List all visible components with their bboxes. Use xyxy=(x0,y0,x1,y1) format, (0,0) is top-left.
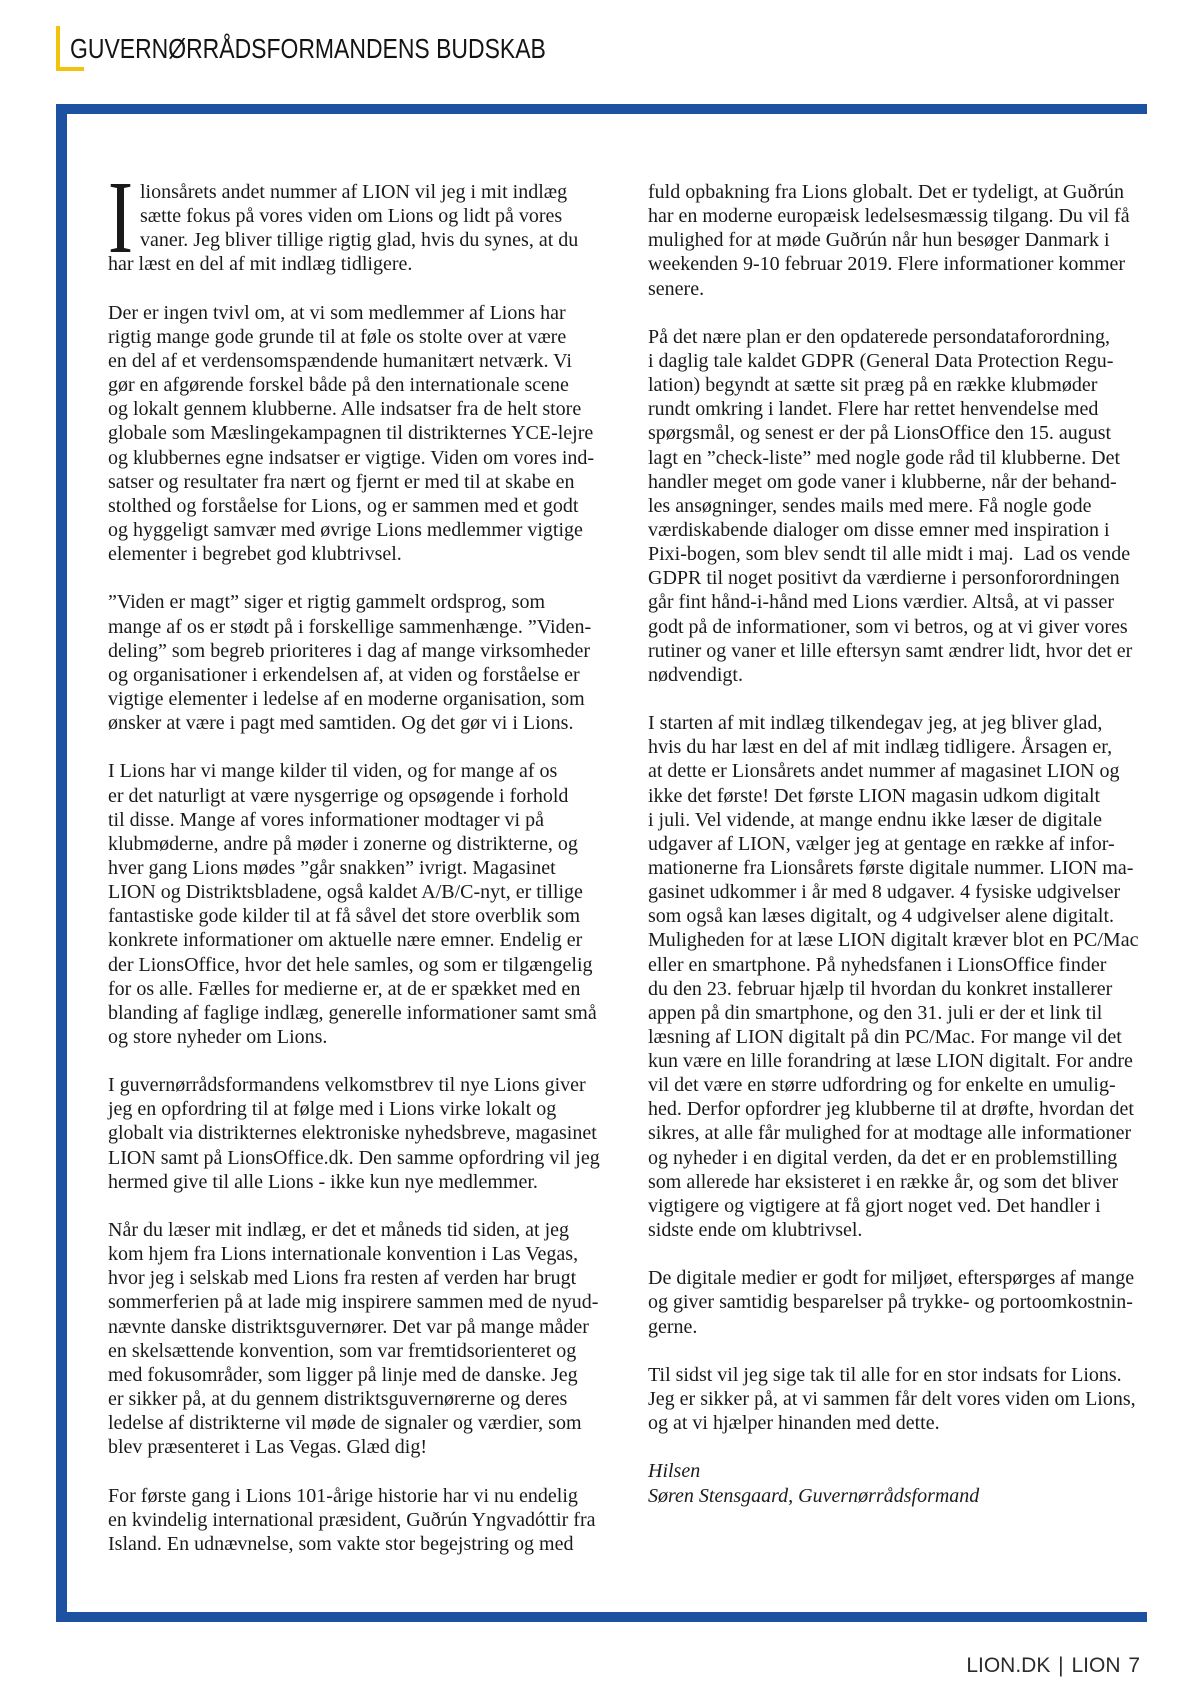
text-line: Til sidst vil jeg sige tak til alle for en stor indsats for Lions. xyxy=(648,1363,1122,1386)
text-line: og nyheder i en digital verden, da det er en problemstilling xyxy=(648,1146,1118,1169)
text-line: For første gang i Lions 101-årige historie har vi nu endelig xyxy=(108,1484,578,1507)
text-line: vil det være en større udfordring og for enkelte en umulig- xyxy=(648,1074,1116,1097)
text-line: lionsårets andet nummer af LION vil jeg i mit indlæg xyxy=(140,181,568,203)
page-footer: LION.DK | LION 7 xyxy=(966,1654,1140,1677)
text-line: fuld opbakning fra Lions globalt. Det er tydeligt, at Guðrún xyxy=(648,181,1125,203)
text-line: hed. Derfor opfordrer jeg klubberne til at drøfte, hvordan det xyxy=(648,1098,1134,1121)
paragraph xyxy=(108,180,608,277)
text-line: nødvendigt. xyxy=(648,663,743,686)
left-column xyxy=(108,160,608,1580)
text-line: jeg en opfordring til at følge med i Lions virke lokalt og xyxy=(108,1098,557,1121)
text-line: blev præsenteret i Las Vegas. Glæd dig! xyxy=(108,1436,428,1459)
paragraph xyxy=(648,180,1148,301)
text-line: globalt via distrikternes elektroniske nyhedsbreve, magasinet xyxy=(108,1122,597,1145)
text-line: og store nyheder om Lions. xyxy=(108,1025,328,1048)
text-line: senere. xyxy=(648,277,705,300)
text-line: for os alle. Fælles for medierne er, at de er spækket med en xyxy=(108,977,581,1000)
text-line: De digitale medier er godt for miljøet, efterspørges af mange xyxy=(648,1267,1135,1290)
text-line: og klubbernes egne indsatser er vigtige. Viden om vores ind- xyxy=(108,446,595,469)
text-line: I starten af mit indlæg tilkendegav jeg, at jeg bliver glad, xyxy=(648,712,1103,735)
text-line: rigtig mange gode grunde til at føle os stolte over at være xyxy=(108,325,567,348)
text-line: og at vi hjælper hinanden med dette. xyxy=(648,1412,940,1435)
signature-name: Søren Stensgaard, Guvernørrådsformand xyxy=(648,1484,980,1507)
text-line: til disse. Mange af vores informationer modtager vi på xyxy=(108,808,544,831)
text-line: udgaver af LION, vælger jeg at gentage en række af infor- xyxy=(648,832,1115,855)
paragraph xyxy=(648,1363,1148,1435)
text-line: vigtige elementer i ledelse af en moderne organisation, som xyxy=(108,687,585,710)
page-title: GUVERNØRRÅDSFORMANDENS BUDSKAB xyxy=(70,33,546,64)
right-column-paragraphs xyxy=(648,180,1148,1435)
text-line: stolthed og forståelse for Lions, og er sammen med et godt xyxy=(108,494,579,517)
text-line: hvor jeg i selskab med Lions fra resten af verden har brugt xyxy=(108,1267,577,1290)
text-line: satser og resultater fra nært og fjernt er med til at skabe en xyxy=(108,470,575,493)
text-line: spørgsmål, og senest er der på LionsOffice den 15. august xyxy=(648,422,1112,445)
text-line: at dette er Lionsårets andet nummer af magasinet LION og xyxy=(648,760,1120,783)
signature-greeting: Hilsen xyxy=(648,1460,701,1483)
text-line: fantastiske gode kilder til at få såvel det store overblik som xyxy=(108,905,581,928)
paragraph xyxy=(108,1073,608,1194)
text-line: en kvindelig international præsident, Guðrún Yngvadóttir fra xyxy=(108,1508,596,1531)
text-line: I Lions har vi mange kilder til viden, og for mange af os xyxy=(108,760,558,783)
text-line: i juli. Vel vidende, at mange endnu ikke læser de digitale xyxy=(648,808,1102,831)
text-line: mulighed for at møde Guðrún når hun besøger Danmark i xyxy=(648,229,1110,252)
text-line: en del af et verdensomspændende humanitært netværk. Vi xyxy=(108,349,572,372)
text-line: har læst en del af mit indlæg tidligere. xyxy=(108,253,413,276)
paragraph xyxy=(108,1218,608,1459)
right-column xyxy=(648,180,1148,1532)
text-line: hver gang Lions mødes ”går snakken” ivrigt. Magasinet xyxy=(108,856,556,879)
text-line: med fokusområder, som ligger på linje med de danske. Jeg xyxy=(108,1363,578,1386)
text-line: elementer i begrebet god klubtrivsel. xyxy=(108,543,402,566)
text-line: værdiskabende dialoger om disse emner med inspiration i xyxy=(648,518,1110,541)
text-line: vaner. Jeg bliver tillige rigtig glad, hvis du synes, at du xyxy=(140,229,579,252)
text-line: hvis du har læst en del af mit indlæg tidligere. Årsagen er, xyxy=(648,736,1113,759)
text-line: som allerede har eksisteret i en række år, og som det bliver xyxy=(648,1170,1119,1193)
text-line: Der er ingen tvivl om, at vi som medlemmer af Lions har xyxy=(108,301,566,324)
text-line: På det nære plan er den opdaterede persondataforordning, xyxy=(648,325,1111,348)
text-line: godt på de informationer, som vi betros, og at vi giver vores xyxy=(648,615,1128,638)
text-line: hermed give til alle Lions - ikke kun nye medlemmer. xyxy=(108,1170,538,1193)
text-line: globale som Mæslingekampagnen til distrikternes YCE-lejre xyxy=(108,422,594,445)
text-line: du den 23. februar hjælp til hvordan du konkret installerer xyxy=(648,977,1113,1000)
text-line: Jeg er sikker på, at vi sammen får delt vores viden om Lions, xyxy=(648,1388,1136,1411)
text-line: har en moderne europæisk ledelsesmæssig tilgang. Du vil få xyxy=(648,205,1130,228)
text-line: gerne. xyxy=(648,1315,698,1338)
text-line: kom hjem fra Lions internationale konvention i Las Vegas, xyxy=(108,1243,579,1266)
text-line: deling” som begreb prioriteres i dag af mange virksomheder xyxy=(108,639,591,662)
text-line: LION og Distriktsbladene, også kaldet A/B/C-nyt, er tillige xyxy=(108,881,583,904)
text-line: LION samt på LionsOffice.dk. Den samme opfordring vil jeg xyxy=(108,1146,600,1169)
text-line: les ansøgninger, sendes mails med mere. Få nogle gode xyxy=(648,494,1092,517)
text-line: GDPR til noget positivt da værdierne i personforordningen xyxy=(648,567,1120,590)
text-line: ledelse af distrikterne vil møde de signaler og værdier, som xyxy=(108,1412,582,1435)
paragraph xyxy=(108,590,608,735)
paragraph xyxy=(108,759,608,1049)
text-line: der LionsOffice, hvor det hele samles, og som er tilgængelig xyxy=(108,953,593,976)
paragraph xyxy=(108,301,608,567)
text-line: er sikker på, at du gennem distriktsguvernørerne og deres xyxy=(108,1388,568,1411)
text-line: blanding af faglige indlæg, generelle informationer samt små xyxy=(108,1001,597,1024)
paragraph xyxy=(648,1266,1148,1338)
text-line: og giver samtidig besparelser på trykke- og portoomkostnin- xyxy=(648,1291,1133,1314)
text-line: er det naturligt at være nysgerrige og opsøgende i forhold xyxy=(108,784,569,807)
text-line: I guvernørrådsformandens velkomstbrev til nye Lions giver xyxy=(108,1074,586,1097)
text-line: rundt omkring i landet. Flere har rettet henvendelse med xyxy=(648,398,1099,421)
text-line: Pixi-bogen, som blev sendt til alle midt i maj. Lad os vende xyxy=(648,543,1131,566)
text-line: Når du læser mit indlæg, er det et måneds tid siden, at jeg xyxy=(108,1219,570,1242)
text-line: ikke det første! Det første LION magasin udkom digitalt xyxy=(648,784,1101,807)
paragraph xyxy=(108,1484,608,1556)
text-line: lation) begyndt at sætte sit præg på en række klubmøder xyxy=(648,374,1098,397)
text-line: vigtigere og vigtigere at få gjort noget ved. Det handler i xyxy=(648,1194,1101,1217)
text-line: handler meget om gode vaner i klubberne, når der behand- xyxy=(648,470,1117,493)
paragraph xyxy=(648,325,1148,687)
signature xyxy=(648,1459,1148,1507)
text-line: som også kan læses digitalt, og 4 udgivelser alene digitalt. xyxy=(648,905,1115,928)
text-line: i daglig tale kaldet GDPR (General Data Protection Regu- xyxy=(648,349,1114,372)
left-column-paragraphs xyxy=(108,180,608,1556)
text-line: læsning af LION digitalt på din PC/Mac. For mange vil det xyxy=(648,1025,1122,1048)
text-line: mationerne fra Lionsårets første digitale nummer. LION ma- xyxy=(648,856,1134,879)
text-line: sætte fokus på vores viden om Lions og lidt på vores xyxy=(140,205,563,228)
text-line: og lokalt gennem klubberne. Alle indsatser fra de helt store xyxy=(108,398,582,421)
text-line: appen på din smartphone, og den 31. juli er der et link til xyxy=(648,1001,1103,1024)
title-accent-bar xyxy=(56,26,60,71)
text-line: sidste ende om klubtrivsel. xyxy=(648,1219,863,1242)
text-line: mange af os er stødt på i forskellige sammenhænge. ”Viden- xyxy=(108,615,592,638)
text-line: sommerferien på at lade mig inspirere sammen med de nyud- xyxy=(108,1291,599,1314)
text-line: klubmøderne, andre på møder i zonerne og distrikterne, og xyxy=(108,832,578,855)
text-line: nævnte danske distriktsguvernører. Det var på mange måder xyxy=(108,1315,589,1338)
text-line: gør en afgørende forskel både på den internationale scene xyxy=(108,374,569,397)
text-line: og hyggeligt samvær med øvrige Lions medlemmer vigtige xyxy=(108,518,583,541)
drop-cap: I xyxy=(108,160,133,275)
text-line: konkrete informationer om aktuelle nære emner. Endelig er xyxy=(108,929,583,952)
text-line: lagt en ”check-liste” med nogle gode råd til klubberne. Det xyxy=(648,446,1121,469)
paragraph xyxy=(648,711,1148,1242)
text-line: går fint hånd-i-hånd med Lions værdier. Altså, at vi passer xyxy=(648,591,1115,614)
text-line: kun være en lille forandring at læse LION digitalt. For andre xyxy=(648,1050,1133,1073)
text-line: Muligheden for at læse LION digitalt kræver blot en PC/Mac xyxy=(648,929,1139,952)
title-accent-underline xyxy=(56,67,84,71)
text-line: eller en smartphone. På nyhedsfanen i LionsOffice finder xyxy=(648,953,1107,976)
text-line: weekenden 9-10 februar 2019. Flere informationer kommer xyxy=(648,253,1126,276)
text-line: rutiner og vaner et lille eftersyn samt ændrer lidt, hvor det er xyxy=(648,639,1133,662)
text-line: Island. En udnævnelse, som vakte stor begejstring og med xyxy=(108,1532,574,1555)
text-line: ønsker at være i pagt med samtiden. Og det gør vi i Lions. xyxy=(108,712,574,735)
text-line: sikres, at alle får mulighed for at modtage alle informationer xyxy=(648,1122,1132,1145)
text-line: en skelsættende konvention, som var fremtidsorienteret og xyxy=(108,1339,577,1362)
text-line: og organisationer i erkendelsen af, at viden og forståelse er xyxy=(108,663,580,686)
text-line: gasinet udkommer i år med 8 udgaver. 4 fysiske udgivelser xyxy=(648,881,1121,904)
text-line: ”Viden er magt” siger et rigtig gammelt ordsprog, som xyxy=(108,591,546,614)
